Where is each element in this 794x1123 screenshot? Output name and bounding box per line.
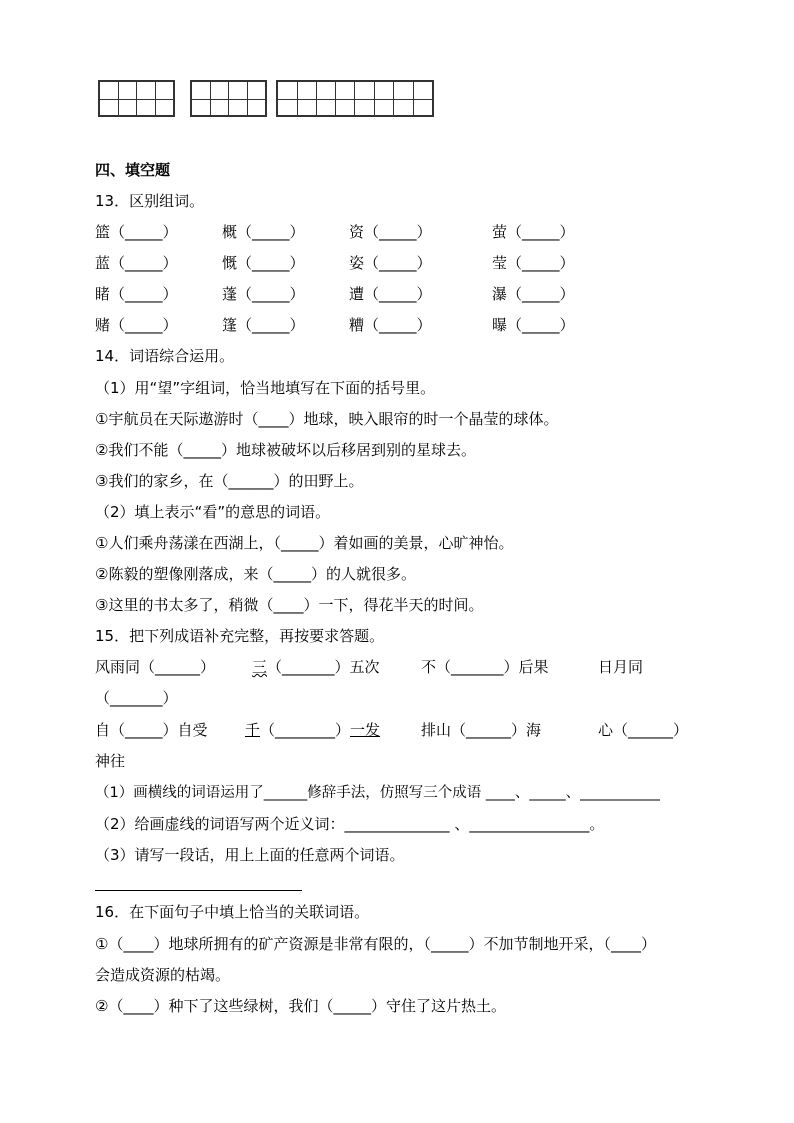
writing-grid-2 [190, 80, 267, 117]
idiom-a3: 不（_______）后果 [421, 658, 549, 676]
q16-line1: ①（____）地球所拥有的矿产资源是非常有限的，（_____）不加节制地开采，（____） [95, 935, 656, 953]
idiom-b2-pre: 千 [245, 721, 261, 739]
q14-part2: （2）填上表示“看”的意思的词语。 [95, 503, 331, 521]
q14-line4: ①人们乘舟荡漾在西湖上，（_____）着如画的美景，心旷神怡。 [95, 534, 514, 552]
idiom-a2 [252, 657, 380, 677]
idiom-a4: 日月同 [598, 658, 644, 676]
q16-line2: ②（____）种下了这些绿树，我们（_____）守住了这片热土。 [95, 997, 506, 1015]
q14-part1: （1）用“望”字组词，恰当地填写在下面的括号里。 [95, 379, 436, 397]
grid-cell [317, 82, 356, 115]
q14-title: 14．词语综合运用。 [95, 347, 235, 365]
idiom-a2-pre: 三 [252, 658, 268, 676]
q13-r3c4: 瀑（_____） [492, 285, 575, 303]
q13-r4c1: 赌（_____） [95, 316, 178, 334]
q15-sub2: （2）给画虚线的词语写两个近义词：______________ 、________________。 [95, 815, 605, 833]
q14-line3: ③我们的家乡，在（______）的田野上。 [95, 472, 364, 490]
section-title: 四、填空题 [95, 161, 171, 179]
q13-title: 13．区别组词。 [95, 192, 205, 210]
q13-r3c2: 蓬（_____） [222, 285, 305, 303]
idiom-b2-post: 一发 [350, 721, 381, 739]
q13-r1c1: 篮（_____） [95, 223, 178, 241]
answer-line [95, 890, 302, 891]
grid-cell [100, 82, 137, 115]
q14-line2: ②我们不能（_____）地球被破坏以后移居到别的星球去。 [95, 441, 476, 459]
idiom-b1: 自（_____）自受 [95, 721, 208, 739]
grid-cell [229, 82, 266, 115]
writing-grid-4 [355, 80, 434, 117]
idiom-b4: 心（______） [598, 721, 689, 739]
grid-cell [137, 82, 174, 115]
q15-title: 15．把下列成语补充完整，再按要求答题。 [95, 627, 385, 645]
idiom-a1: 风雨同（______） [95, 658, 216, 676]
idiom-a4-blank: （_______） [95, 689, 178, 707]
q13-r1c2: 概（_____） [222, 223, 305, 241]
q13-r2c4: 莹（_____） [492, 254, 575, 272]
idiom-a2-post: （_______）五次 [267, 658, 380, 676]
grid-cell [192, 82, 229, 115]
q13-r4c2: 篷（_____） [222, 316, 305, 334]
q14-line6: ③这里的书太多了，稍微（____）一下，得花半天的时间。 [95, 596, 484, 614]
q13-r2c3: 姿（_____） [349, 254, 432, 272]
idiom-b4-tail: 神往 [95, 752, 126, 770]
q13-r1c3: 资（_____） [349, 223, 432, 241]
q13-r4c4: 曝（_____） [492, 316, 575, 334]
idiom-b3: 排山（______）海 [421, 721, 542, 739]
q15-sub3: （3）请写一段话，用上上面的任意两个词语。 [95, 846, 405, 864]
q13-r3c3: 遭（_____） [349, 285, 432, 303]
q16-line1-cont: 会造成资源的枯竭。 [95, 966, 231, 984]
q13-r4c3: 糟（_____） [349, 316, 432, 334]
q13-r3c1: 睹（_____） [95, 285, 178, 303]
q16-title: 16．在下面句子中填上恰当的关联词语。 [95, 903, 370, 921]
q13-r2c1: 蓝（_____） [95, 254, 178, 272]
q13-r1c4: 萤（_____） [492, 223, 575, 241]
idiom-b2-mid: （________） [260, 721, 351, 739]
q13-r2c2: 慨（_____） [222, 254, 305, 272]
idiom-b2 [245, 720, 380, 740]
grid-cell [278, 82, 317, 115]
q14-line1: ①宇航员在天际遨游时（____）地球，映入眼帘的时一个晶莹的球体。 [95, 410, 559, 428]
q14-line5: ②陈毅的塑像刚落成，来（_____）的人就很多。 [95, 565, 416, 583]
q15-sub1: （1）画横线的词语运用了______修辞手法，仿照写三个成语 ____、_____、___________ [95, 785, 660, 801]
writing-grid-1 [98, 80, 175, 117]
